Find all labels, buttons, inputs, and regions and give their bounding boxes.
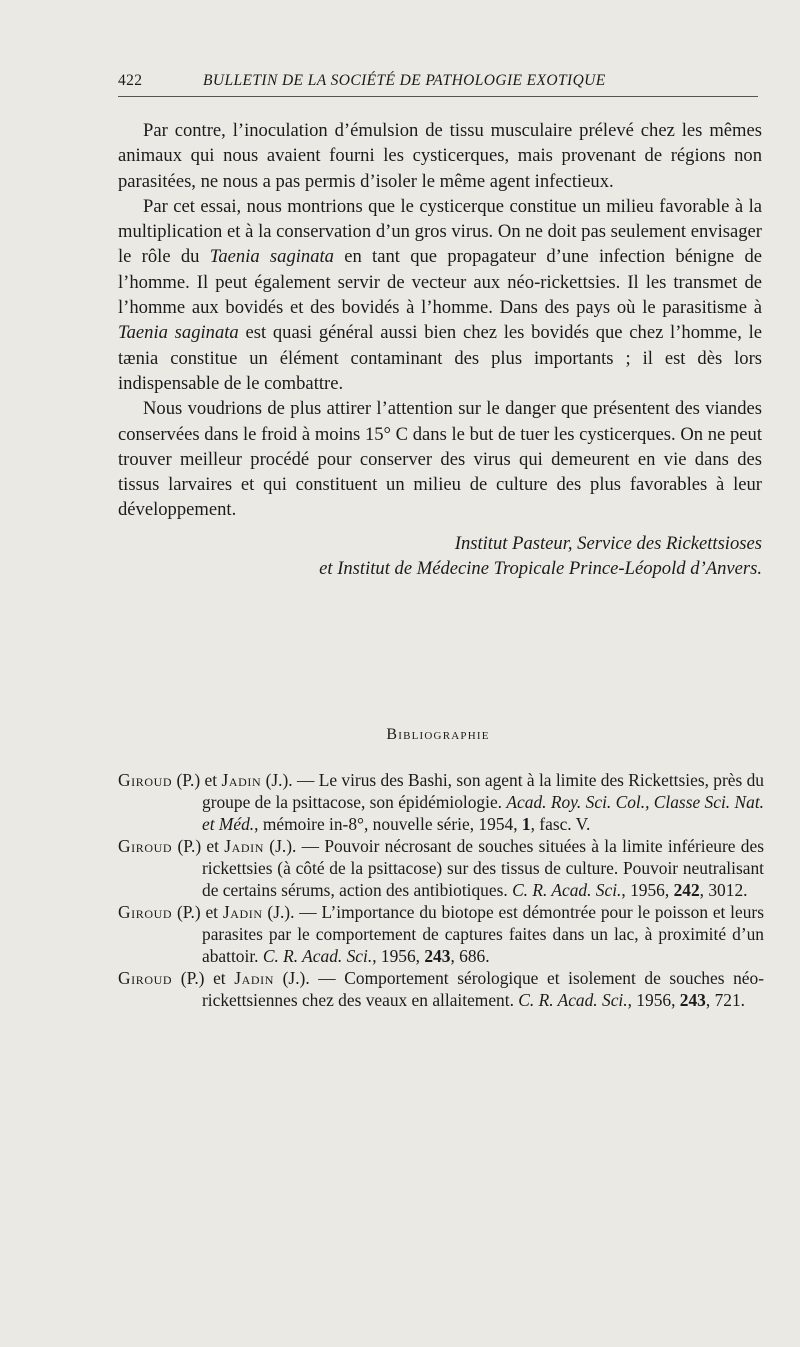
paragraph-2 bbox=[118, 194, 762, 396]
reference-source: C. R. Acad. Sci. bbox=[518, 989, 628, 1010]
reference-details: , 3012. bbox=[699, 879, 748, 900]
author-name: Giroud bbox=[118, 901, 173, 922]
reference-list bbox=[118, 770, 764, 1012]
author-initial: (P.) et bbox=[172, 770, 222, 790]
paragraph-1: Par contre, l’inoculation d’émulsion de tissu musculaire prélevé chez les mêmes animaux qui nous avaient fourni les cysticerques, mais provenant de régions non parasitées, ne nous a pas permis d’isoler le même agent infectieux. bbox=[118, 120, 762, 192]
reference-volume: 243 bbox=[679, 989, 706, 1010]
article-body bbox=[118, 118, 762, 581]
reference-details: , 1956, bbox=[372, 945, 425, 966]
reference-title: Comportement sérologique et isolement de souches néo-rickettsiennes chez des veaux en allaitement. bbox=[202, 967, 764, 1010]
affiliation-line-1: Institut Pasteur, Service des Rickettsioses bbox=[454, 532, 762, 554]
reference-details: , mémoire in-8°, nouvelle série, 1954, bbox=[254, 813, 522, 834]
author-initial: (J.). — bbox=[261, 770, 319, 790]
taxon-name: Taenia saginata bbox=[118, 322, 239, 344]
reference-item bbox=[118, 968, 764, 1012]
author-initial: (J.). — bbox=[262, 901, 322, 922]
page-number: 422 bbox=[118, 72, 143, 89]
reference-item bbox=[118, 902, 764, 967]
author-initial: (P.) et bbox=[172, 901, 223, 922]
author-name: Jadin bbox=[234, 967, 275, 988]
paragraph-2-text-c: est quasi général aussi bien chez les bovidés que chez l’homme, le tænia constitue un élément contaminant des plus importants ; il est dès lors indispensable de le combattre. bbox=[118, 322, 762, 394]
reference-item bbox=[118, 770, 764, 835]
reference-volume: 243 bbox=[424, 945, 451, 966]
reference-details: , fasc. V. bbox=[530, 813, 591, 834]
reference-title: L’importance du biotope est démontrée pour le poisson et leurs parasites par le comportement de captures faites dans un lac, à proximité d’un abattoir. bbox=[202, 901, 764, 966]
author-name: Giroud bbox=[118, 770, 173, 790]
reference-details: , 686. bbox=[450, 945, 490, 966]
paragraph-3: Nous voudrions de plus attirer l’attention sur le danger que présentent des viandes conservées dans le froid à moins 15° C dans le but de tuer les cysticerques. On ne peut trouver meilleur procédé pour conserver des virus qui demeurent en vie dans des tissus larvaires et qui constituent un milieu de culture des plus favorables à leur développement. bbox=[118, 398, 762, 521]
author-name: Jadin bbox=[224, 835, 265, 856]
affiliation bbox=[118, 531, 762, 582]
reference-volume: 1 bbox=[521, 813, 531, 834]
reference-source: C. R. Acad. Sci. bbox=[262, 945, 373, 966]
reference-source: C. R. Acad. Sci. bbox=[512, 879, 622, 900]
author-initial: (J.). — bbox=[274, 967, 345, 988]
reference-item bbox=[118, 836, 764, 901]
author-name: Giroud bbox=[118, 967, 173, 988]
author-name: Jadin bbox=[222, 901, 263, 922]
affiliation-line-2: et Institut de Médecine Tropicale Prince-Léopold d’Anvers. bbox=[319, 558, 762, 580]
reference-volume: 242 bbox=[673, 879, 700, 900]
reference-title: Le virus des Bashi, son agent à la limite des Rickettsies, près du groupe de la psittacose, son épidémiologie. bbox=[202, 770, 765, 812]
reference-details: , 1956, bbox=[627, 989, 680, 1010]
bibliography-heading: Bibliographie bbox=[386, 726, 490, 743]
reference-details: , 721. bbox=[705, 989, 746, 1010]
reference-details: , 1956, bbox=[621, 879, 674, 900]
paragraph-2-text-a: Par cet essai, nous montrions que le cysticerque constitue un milieu favorable à la multiplication et à la conservation d’un gros virus. On ne doit pas seulement envisager le rôle du bbox=[118, 195, 762, 268]
taxon-name: Taenia saginata bbox=[209, 246, 334, 268]
reference-source: Acad. Roy. Sci. Col., Classe Sci. Nat. et Méd. bbox=[202, 791, 764, 834]
journal-title: BULLETIN DE LA SOCIÉTÉ DE PATHOLOGIE EXOTIQUE bbox=[203, 72, 606, 89]
paragraph-2-text-b: en tant que propagateur d’une infection bénigne de l’homme. Il peut également servir de vecteur aux néo-rickettsies. Il les transmet de l’homme aux bovidés et des bovidés à l’homme. Dans des pays où le parasitisme à bbox=[118, 246, 762, 319]
reference-title: Pouvoir nécrosant de souches situées à la limite inférieure des rickettsies (à côté de la psittacose) sur des tissus de culture. Pouvoir neutralisant de certains sérums, action des antibiotiques. bbox=[202, 835, 764, 900]
running-header bbox=[118, 72, 758, 97]
author-name: Giroud bbox=[118, 835, 173, 856]
author-initial: (P.) et bbox=[172, 967, 235, 988]
author-name: Jadin bbox=[221, 770, 262, 790]
author-initial: (P.) et bbox=[172, 835, 225, 856]
author-initial: (J.). — bbox=[264, 835, 325, 856]
